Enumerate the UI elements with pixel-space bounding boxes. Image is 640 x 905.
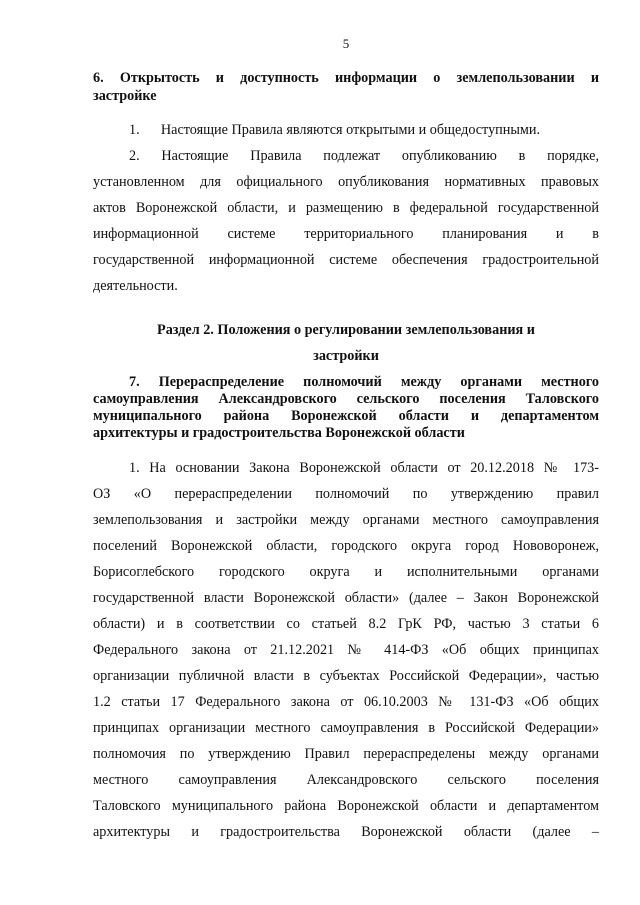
section-6-heading-line-2: застройке [93, 88, 157, 104]
section-7-heading-line-4: архитектуры и градостроительства Воронежской области [93, 425, 465, 441]
section-6-paragraph-2-line-3: актов Воронежской области, и размещению в федеральной государственной [93, 200, 599, 216]
section-6-paragraph-2-line-4: информационной системе территориального планирования и в [93, 226, 599, 242]
section-6-paragraph-1: 1. Настоящие Правила являются открытыми и общедоступными. [129, 122, 541, 138]
section-6-paragraph-2-line-1: 2. Настоящие Правила подлежат опубликованию в порядке, [129, 148, 599, 164]
section-7-body-line: землепользования и застройки между органами местного самоуправления [93, 512, 599, 528]
section-7-heading-line-1: 7. Перераспределение полномочий между органами местного [129, 374, 599, 390]
section-7-body-line: Федерального закона от 21.12.2021 № 414-ФЗ «Об общих принципах [93, 642, 599, 658]
section-7-body-line: архитектуры и градостроительства Воронежской области (далее – [93, 824, 599, 840]
section-6-heading-line-1: 6. Открытость и доступность информации о землепользовании и [93, 70, 599, 86]
section-7-body-line: области) и в соответствии со статьей 8.2 ГрК РФ, частью 3 статьи 6 [93, 616, 599, 632]
section-7-body-line: полномочия по утверждению Правил перераспределены между органами [93, 746, 599, 762]
section-7-body-line: 1. На основании Закона Воронежской области от 20.12.2018 № 173- [129, 460, 599, 476]
part-2-title-line-1: Раздел 2. Положения о регулировании землепользования и [157, 322, 535, 338]
section-7-body-line: организации публичной власти в субъектах Российской Федерации», частью [93, 668, 599, 684]
section-7-body-line: государственной власти Воронежской области» (далее – Закон Воронежской [93, 590, 599, 606]
section-6-paragraph-2-line-2: установленном для официального опубликования нормативных правовых [93, 174, 599, 190]
section-6-paragraph-2-line-6: деятельности. [93, 278, 178, 294]
part-2-title-line-2: застройки [313, 348, 379, 364]
section-6-paragraph-2-line-5: государственной информационной системе обеспечения градостроительной [93, 252, 599, 268]
section-7-body-line: принципах организации местного самоуправления в Российской Федерации» [93, 720, 599, 736]
section-7-heading-line-3: муниципального района Воронежской области и департаментом [93, 408, 599, 424]
section-7-body-line: Таловского муниципального района Воронежской области и департаментом [93, 798, 599, 814]
section-7-body-line: местного самоуправления Александровского сельского поселения [93, 772, 599, 788]
section-7-heading-line-2: самоуправления Александровского сельского поселения Таловского [93, 391, 599, 407]
page-number: 5 [342, 36, 350, 51]
section-7-body-line: поселений Воронежской области, городского округа город Нововоронеж, [93, 538, 599, 554]
section-7-body-line: Борисоглебского городского округа и исполнительными органами [93, 564, 599, 580]
section-7-body-line: ОЗ «О перераспределении полномочий по утверждению правил [93, 486, 599, 502]
section-7-body-line: 1.2 статьи 17 Федерального закона от 06.10.2003 № 131-ФЗ «Об общих [93, 694, 599, 710]
